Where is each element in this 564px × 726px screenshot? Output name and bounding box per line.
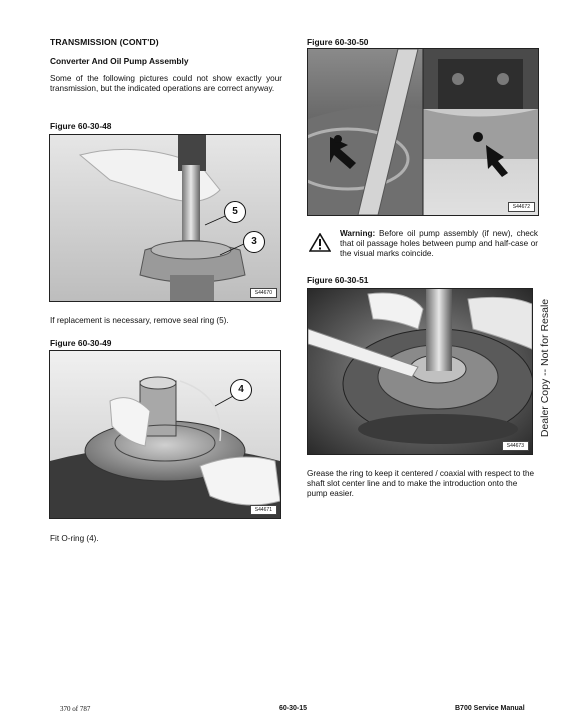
warning-message [340, 229, 538, 260]
grease-instruction: Grease the ring to keep it centered / coaxial with respect to the shaft slot center line and to make the introduction onto the pump easier. [307, 469, 535, 499]
figure-51-image [307, 288, 533, 455]
warning-icon [309, 233, 331, 252]
figure-51-label: Figure 60-30-51 [307, 275, 369, 285]
intro-paragraph: Some of the following pictures could not show exactly your transmission, but the indicated operations are correct anyway. [50, 74, 282, 94]
callout-5: 5 [224, 201, 246, 223]
figure-49-image [49, 350, 281, 519]
figure-51-code: S44673 [502, 441, 529, 451]
figure-48-label: Figure 60-30-48 [50, 121, 112, 131]
figure-50-image [307, 48, 539, 216]
callout-3: 3 [243, 231, 265, 253]
figure-50-code: S44672 [508, 202, 535, 212]
manual-title: B700 Service Manual [455, 705, 525, 712]
warning-text: Before oil pump assembly (if new), check that oil passage holes between pump and half-case or the visual marks coincide. [340, 229, 538, 259]
page-number: 60-30-15 [279, 705, 308, 712]
section-title: TRANSMISSION (CONT'D) [50, 37, 159, 47]
dealer-copy-watermark: Dealer Copy -- Not for Resale [539, 298, 551, 437]
figure-49-label: Figure 60-30-49 [50, 338, 112, 348]
figure-48-image [49, 134, 281, 302]
callout-4: 4 [230, 379, 252, 401]
subsection-title: Converter And Oil Pump Assembly [50, 56, 189, 66]
replace-seal-instruction: If replacement is necessary, remove seal ring (5). [50, 316, 229, 325]
figure-49-code: S44671 [250, 505, 277, 515]
fit-oring-instruction: Fit O-ring (4). [50, 534, 99, 543]
warning-label: Warning: [340, 229, 376, 238]
figure-48-code: S44670 [250, 288, 277, 298]
page-count: 370 of 787 [60, 705, 91, 713]
figure-50-label: Figure 60-30-50 [307, 37, 369, 47]
